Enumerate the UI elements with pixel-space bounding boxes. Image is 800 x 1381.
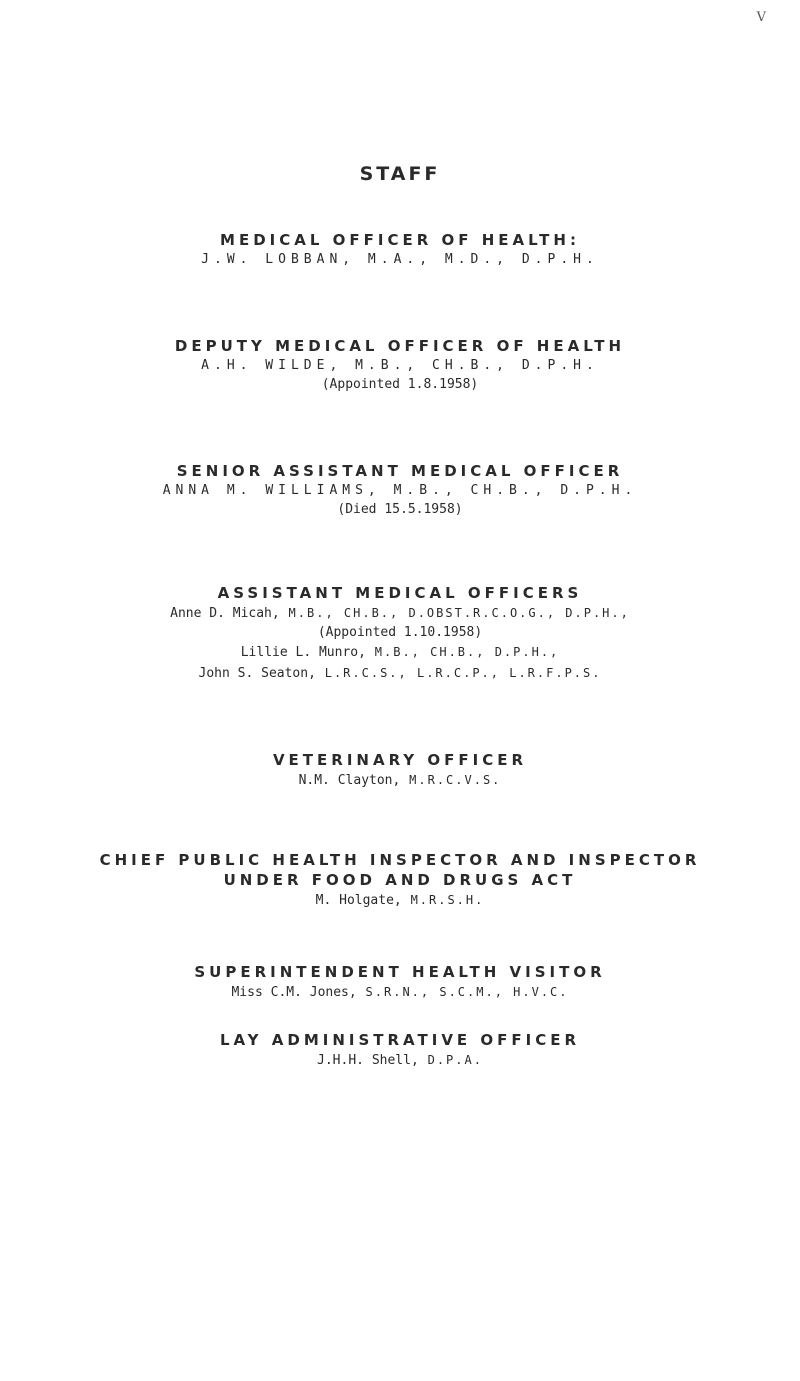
chief-phi-holder [0,890,800,911]
lay-admin-holder [0,1050,800,1071]
amo-member-quals: M.B., CH.B., D.P.H., [374,645,560,659]
amos-heading: ASSISTANT MEDICAL OFFICERS [217,584,583,602]
chief-phi-quals: M.R.S.H. [410,893,485,907]
lay-admin-quals: D.P.A. [427,1053,483,1067]
lay-admin-heading: LAY ADMINISTRATIVE OFFICER [219,1031,581,1049]
section-moh [0,230,800,270]
lay-admin-name: J.H.H. Shell, [317,1053,419,1068]
senior-amo-holder: ANNA M. WILLIAMS, M.B., CH.B., D.P.H. [162,483,638,498]
deputy-moh-note: (Appointed 1.8.1958) [321,377,479,392]
superintendent-hv-holder [0,982,800,1003]
section-senior-amo [0,461,800,519]
chief-phi-name: M. Holgate, [315,893,402,908]
section-deputy-moh [0,336,800,394]
section-chief-phi [0,850,800,911]
veterinary-name: N.M. Clayton, [298,773,401,788]
page-title: STAFF [359,163,441,185]
section-veterinary [0,750,800,791]
section-lay-admin [0,1030,800,1071]
superintendent-hv-heading: SUPERINTENDENT HEALTH VISITOR [194,963,606,981]
section-amos [0,583,800,684]
superintendent-hv-quals: S.R.N., S.C.M., H.V.C. [365,985,569,999]
chief-phi-heading-line2: UNDER FOOD AND DRUGS ACT [223,871,577,889]
deputy-moh-heading: DEPUTY MEDICAL OFFICER OF HEALTH [174,337,626,355]
page-number: V [756,10,766,25]
amo-member [0,603,800,624]
moh-holder: J.W. LOBBAN, M.A., M.D., D.P.H. [201,252,599,267]
amo-member-name: Lillie L. Munro, [240,645,366,660]
deputy-moh-holder: A.H. WILDE, M.B., CH.B., D.P.H. [201,358,599,373]
chief-phi-heading-line1: CHIEF PUBLIC HEALTH INSPECTOR AND INSPECTOR [99,851,701,869]
amo-member [0,663,800,684]
amo-member [0,642,800,663]
veterinary-quals: M.R.C.V.S. [409,773,502,787]
amo-member-name: John S. Seaton, [198,666,316,681]
amo-member-name: Anne D. Micah, [170,606,280,621]
section-superintendent-hv [0,962,800,1003]
veterinary-holder [0,770,800,791]
senior-amo-note: (Died 15.5.1958) [337,502,463,517]
amo-member-quals: L.R.C.S., L.R.C.P., L.R.F.P.S. [324,666,602,680]
veterinary-heading: VETERINARY OFFICER [272,751,528,769]
amo-member-quals: M.B., CH.B., D.OBST.R.C.O.G., D.P.H., [288,606,630,620]
moh-heading: MEDICAL OFFICER OF HEALTH: [220,231,580,249]
senior-amo-heading: SENIOR ASSISTANT MEDICAL OFFICER [176,462,624,480]
amo-member-note: (Appointed 1.10.1958) [317,625,483,640]
superintendent-hv-name: Miss C.M. Jones, [231,985,357,1000]
